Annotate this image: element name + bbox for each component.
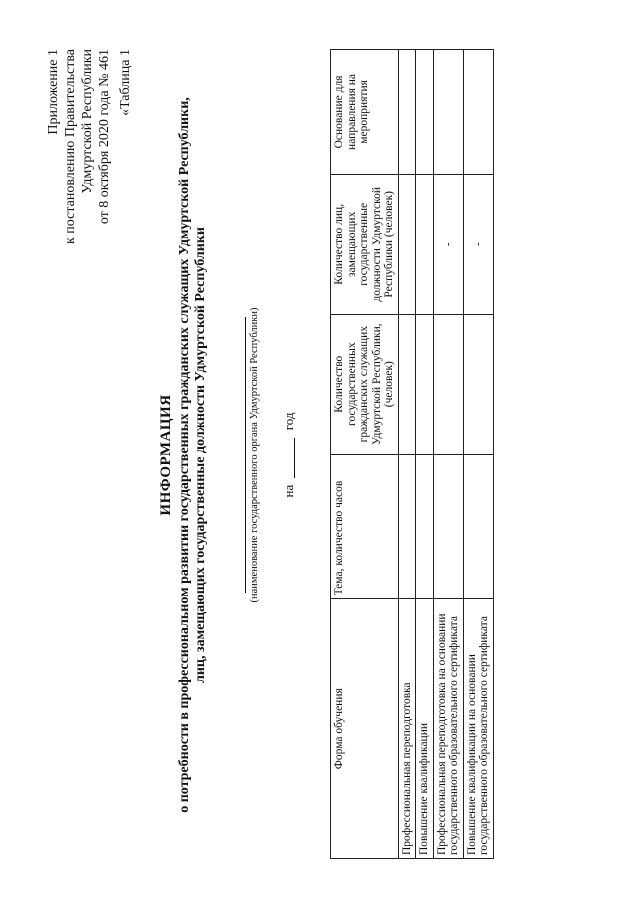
cell-civil: [433, 314, 463, 454]
table-row: [463, 50, 493, 859]
table-label: «Таблица 1: [118, 49, 133, 116]
cell-basis: [463, 50, 493, 175]
table-row: [416, 50, 434, 859]
header-basis: Основание для направления на мероприятия: [331, 50, 399, 175]
cell-basis: [416, 50, 434, 175]
header-officials: Количество лиц, замещающих государственные должности Удмуртской Республики (человек): [331, 174, 399, 314]
cell-officials: [416, 174, 434, 314]
table-row: [433, 50, 463, 859]
document-subtitle: [177, 55, 209, 855]
cell-topic: [398, 454, 416, 599]
document-title: ИНФОРМАЦИЯ: [158, 394, 174, 516]
organization-caption: (наименование государственного органа Удмуртской Республики): [249, 307, 260, 603]
cell-civil: [463, 314, 493, 454]
cell-topic: [433, 454, 463, 599]
cell-form: Повышение квалификации: [416, 599, 434, 859]
cell-officials: [398, 174, 416, 314]
header-civil-servants: Количество государственных гражданских служащих Удмуртской Республики, (человек): [331, 314, 399, 454]
landscape-sheet: [25, 35, 590, 875]
subtitle-line-2: лиц, замещающих государственные должности Удмуртской Республики: [193, 227, 208, 683]
year-line: [281, 35, 297, 875]
appendix-line: от 8 октября 2020 года № 461: [97, 49, 112, 225]
dash-mark: -: [441, 242, 454, 247]
dash-mark: -: [471, 242, 484, 247]
cell-topic: [463, 454, 493, 599]
cell-civil: [398, 314, 416, 454]
cell-form: Профессиональная переподготовка: [398, 599, 416, 859]
subtitle-line-1: о потребности в профессиональном развитии государственных гражданских служащих Удмуртской Республики,: [177, 97, 192, 813]
year-blank: [294, 438, 295, 478]
table-header-row: [331, 50, 399, 859]
appendix-line: Приложение 1: [46, 49, 61, 135]
year-suffix: год: [281, 412, 296, 431]
appendix-line: к постановлению Правительства: [63, 49, 78, 245]
cell-basis: [433, 50, 463, 175]
cell-officials: [463, 174, 493, 314]
cell-officials: [433, 174, 463, 314]
appendix-block: [45, 49, 113, 875]
year-prefix: на: [281, 484, 296, 498]
cell-civil: [416, 314, 434, 454]
header-topic: Тема, количество часов: [331, 454, 399, 599]
cell-form: Профессиональная переподготовка на основании государственного образовательного сертификата: [433, 599, 463, 859]
cell-topic: [416, 454, 434, 599]
header-form: Форма обучения: [331, 599, 399, 859]
appendix-line: Удмуртской Республики: [80, 49, 95, 194]
organization-blank-line: [245, 317, 246, 593]
training-needs-table: [330, 49, 494, 859]
cell-basis: [398, 50, 416, 175]
cell-form: Повышение квалификации на основании государственного образовательного сертификата: [463, 599, 493, 859]
table-row: [398, 50, 416, 859]
